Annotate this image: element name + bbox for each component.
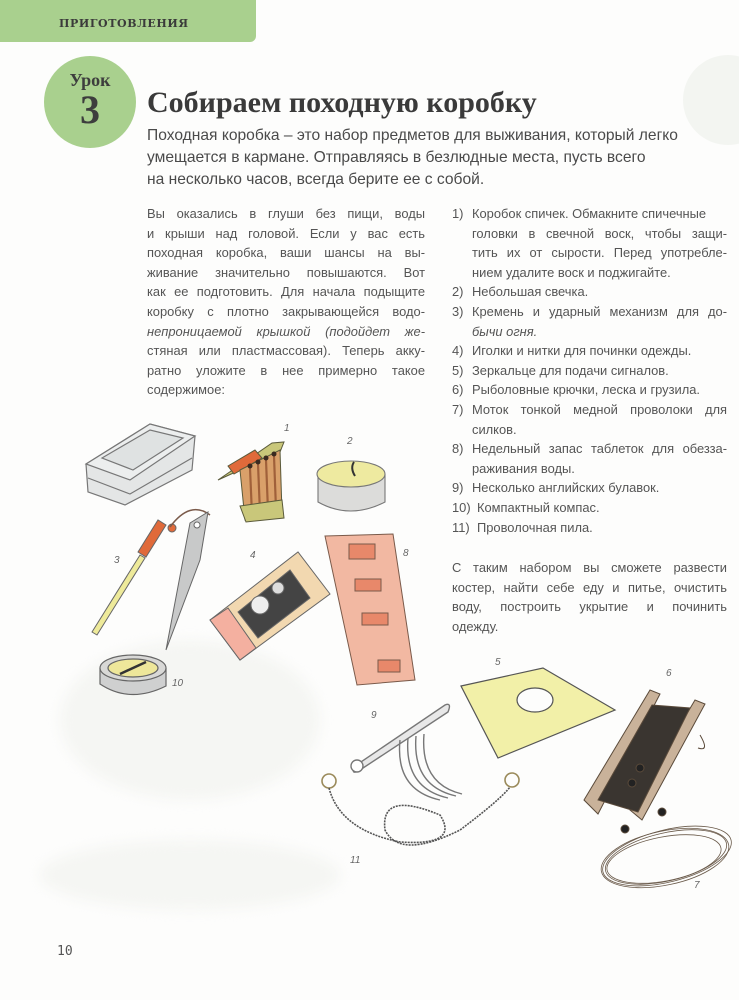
italic-phrase: непроницаемой крышкой — [147, 323, 311, 339]
body-line: содержимое: — [147, 382, 225, 398]
figure-label-saw: 11 — [350, 855, 361, 866]
list-item-text: Коробок спичек. Обмакните спичечные — [472, 206, 707, 221]
closing-line: С таким набором вы сможете развести — [452, 560, 727, 575]
list-item-text: головки в свечной воск, чтобы защи- — [472, 225, 727, 241]
italic-phrase-note: (подойдет же- — [310, 323, 425, 339]
figure-label-matches: 1 — [284, 423, 290, 434]
candle-icon — [317, 461, 385, 511]
figure-label-wire: 7 — [694, 880, 700, 891]
list-item-number: 7) — [452, 401, 464, 417]
body-line: стяная или пластмассовая). Теперь акку- — [147, 343, 425, 359]
lead-line: на несколько часов, всегда берите ее с собой. — [147, 171, 485, 188]
list-item-text: силков. — [472, 421, 517, 437]
body-line: как ее подготовить. Для начала подыщите — [147, 284, 425, 300]
body-line: живание значительно повышаются. Вот — [147, 264, 425, 280]
matchbox-icon — [218, 442, 284, 522]
wire-coil-icon — [596, 815, 738, 898]
safety-pins-icon — [351, 704, 462, 800]
page-number: 10 — [57, 944, 73, 959]
list-item-number: 9) — [452, 480, 464, 496]
list-item-text: тить их от сырости. Перед употребле- — [472, 245, 727, 261]
list-item-text: Иголки и нитки для починки одежды. — [472, 343, 692, 359]
list-item-number: 10) — [452, 499, 471, 515]
closing-line: костер, найти себе еду и питье, очистить — [452, 579, 727, 595]
list-item-text: Кремень и ударный механизм для до- — [472, 303, 727, 319]
page-title: Собираем походную коробку — [147, 86, 537, 119]
figure-label-compass: 10 — [172, 678, 184, 689]
figure-label-tablets: 8 — [403, 548, 409, 559]
list-item-text: Зеркальце для подачи сигналов. — [472, 362, 669, 378]
list-item-text: Моток тонкой медной проволоки для — [472, 401, 727, 417]
water-tablets-icon — [325, 534, 415, 685]
list-item-text: раживания воды. — [472, 460, 575, 476]
lead-line: Походная коробка – это набор предметов для выживания, который легко — [147, 127, 678, 144]
body-line: ратно уложите в нее примерно такое — [147, 362, 425, 378]
figure-label-fishing: 6 — [666, 668, 672, 679]
lesson-word: Урок — [69, 70, 111, 90]
list-item-text: Компактный компас. — [477, 499, 600, 515]
list-item-number: 5) — [452, 362, 464, 378]
closing-line: одежду. — [452, 618, 499, 634]
list-item-number: 8) — [452, 441, 464, 457]
list-item-text: Рыболовные крючки, леска и грузила. — [472, 382, 701, 398]
list-item-text: Проволочная пила. — [477, 519, 593, 535]
list-item-number: 4) — [452, 343, 464, 359]
body-line: походная коробка, ваши шансы на вы- — [147, 245, 425, 261]
body-line: Вы оказались в глуши без пищи, воды — [147, 206, 425, 221]
list-item-text: бычи огня. — [472, 323, 538, 339]
list-item-number: 6) — [452, 382, 464, 398]
body-line: и крыши над головой. Если у вас есть — [147, 225, 425, 241]
figure-label-flint: 3 — [114, 555, 120, 566]
list-item-number: 3) — [452, 303, 464, 319]
list-item-text: Несколько английских булавок. — [472, 480, 660, 496]
list-item-text: Недельный запас таблеток для обезза- — [472, 441, 727, 457]
flint-striker-icon — [92, 510, 210, 650]
section-label: ПРИГОТОВЛЕНИЯ — [59, 17, 189, 30]
figure-label-candle: 2 — [347, 436, 353, 447]
list-item-number: 11) — [452, 519, 470, 535]
signal-mirror-icon — [461, 668, 615, 758]
list-item-text: Небольшая свечка. — [472, 284, 589, 300]
sewing-kit-icon — [210, 552, 330, 660]
list-item-number: 1) — [452, 206, 464, 221]
figure-label-sewing: 4 — [250, 550, 256, 561]
closing-line: воду, построить укрытие и починить — [452, 599, 727, 615]
body-line: коробку с плотно закрывающейся водо- — [147, 303, 425, 319]
figure-label-mirror: 5 — [495, 657, 501, 668]
figure-label-pins: 9 — [371, 710, 377, 721]
list-item-text: нием удалите воск и поджигайте. — [472, 264, 671, 280]
tin-box-icon — [86, 424, 195, 505]
lesson-number: 3 — [80, 87, 100, 132]
compass-icon — [100, 655, 166, 695]
lead-line: умещается в кармане. Отправляясь в безлюдные места, пусть всего — [147, 149, 646, 166]
list-item-number: 2) — [452, 284, 464, 300]
